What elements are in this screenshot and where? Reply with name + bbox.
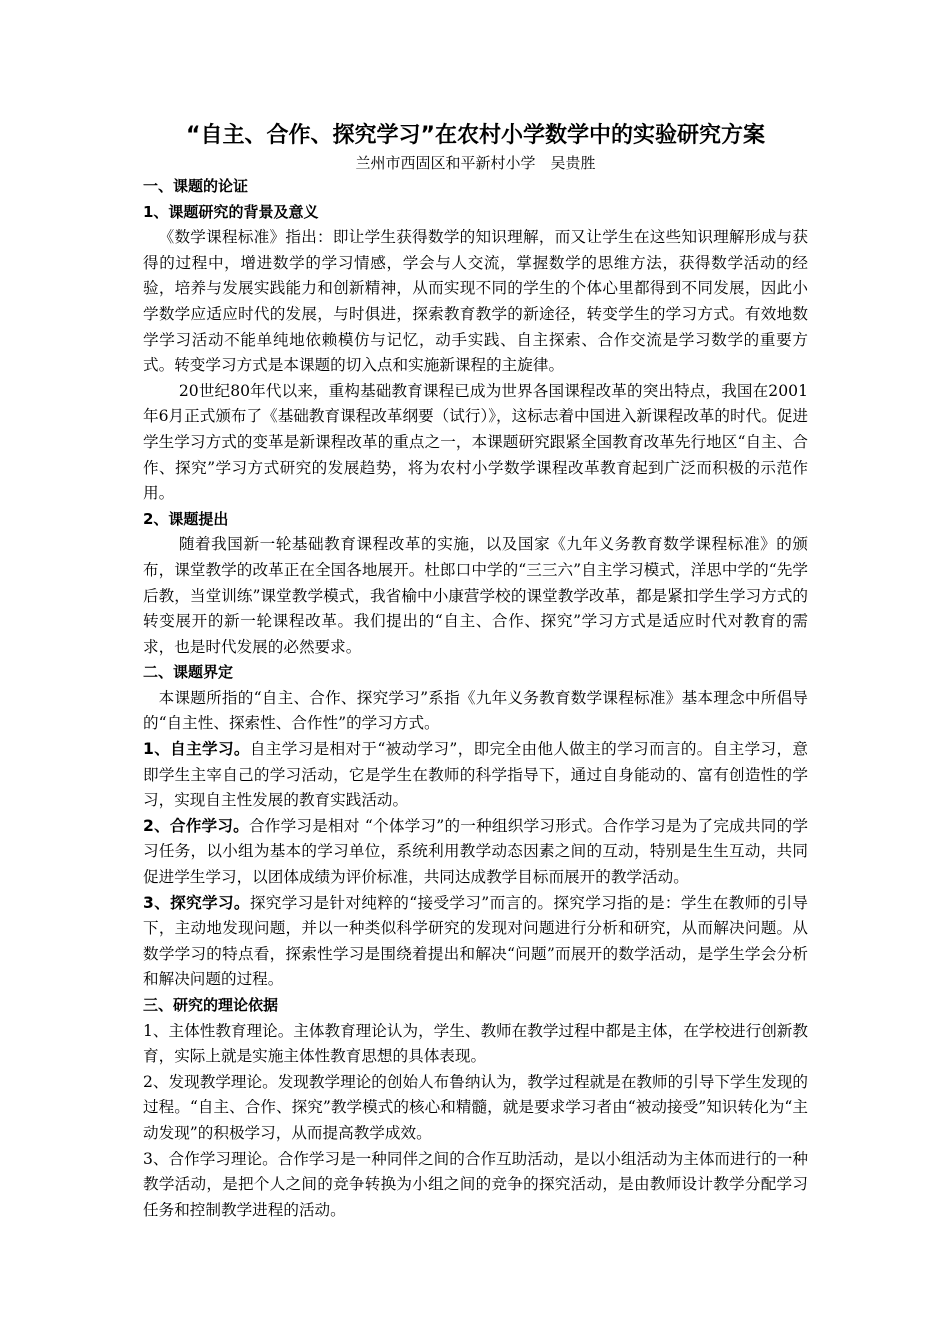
definition-item-1 (143, 737, 808, 814)
section-2-heading: 二、课题界定 (143, 663, 234, 682)
theory-item: 3、合作学习理论。合作学习是一种同伴之间的合作互助活动，是以小组活动为主体而进行的一种教学活动，是把个人之间的竞争转换为小组之间的竞争的探究活动，是由教师设计教学分配学习任务和控制教学进程的活动。 (143, 1149, 808, 1219)
definition-item-3 (143, 891, 808, 993)
theory-item: 2、发现教学理论。发现教学理论的创始人布鲁纳认为，教学过程就是在教师的引导下学生发现的过程。“自主、合作、探究”教学模式的核心和精髓，就是要求学习者由“被动接受”知识转化为“主动发现”的积极学习，从而提高教学成效。 (143, 1072, 808, 1142)
section-1-1-paragraph-2: 20世纪80年代以来，重构基础教育课程已成为世界各国课程改革的突出特点，我国在2001年6月正式颁布了《基础教育课程改革纲要（试行）》，这标志着中国进入新课程改革的时代。促进学生学习方式的变革是新课程改革的重点之一，本课题研究跟紧全国教育改革先行地区“自主、合作、探究”学习方式研究的发展趋势，将为农村小学数学课程改革教育起到广泛而积极的示范作用。 (143, 381, 808, 503)
definition-lead: 3、探究学习。 (143, 893, 250, 912)
definition-text: 自主学习是相对于“被动学习”，即完全由他人做主的学习而言的。自主学习，意即学生主宰自己的学习活动，它是学生在教师的科学指导下，通过自身能动的、富有创造性的学习，实现自主性发展的教育实践活动。 (143, 740, 808, 810)
author-byline: 兰州市西固区和平新村小学 吴贵胜 (355, 154, 596, 172)
section-2-intro: 本课题所指的“自主、合作、探究学习”系指《九年义务教育数学课程标准》基本理念中所倡导的“自主性、探索性、合作性”的学习方式。 (143, 688, 808, 733)
definition-text: 探究学习是针对纯粹的“接受学习”而言的。探究学习指的是：学生在教师的引导下，主动地发现问题，并以一种类似科学研究的发现对问题进行分析和研究，从而解决问题。从数学学习的特点看，探索性学习是围绕着提出和解决“问题”而展开的数学活动，是学生学会分析和解决问题的过程。 (143, 893, 808, 989)
section-1-2-heading: 2、课题提出 (143, 509, 229, 528)
definition-lead: 2、合作学习。 (143, 816, 249, 835)
section-3-heading: 三、研究的理论依据 (143, 996, 279, 1014)
section-1-2-paragraph-1: 随着我国新一轮基础教育课程改革的实施，以及国家《九年义务教育数学课程标准》的颁布，课堂教学的改革正在全国各地展开。杜郎口中学的“三三六”自主学习模式，洋思中学的“先学后教，当堂训练”课堂教学模式，我省榆中小康营学校的课堂教学改革，都是紧扣学生学习方式的转变展开的新一轮课程改革。我们提出的“自主、合作、探究”学习方式是适应时代对教育的需求，也是时代发展的必然要求。 (143, 535, 808, 656)
document-title: “自主、合作、探究学习”在农村小学数学中的实验研究方案 (186, 123, 765, 148)
section-1-heading: 一、课题的论证 (143, 177, 249, 195)
section-1-1-heading: 1、课题研究的背景及意义 (143, 202, 319, 221)
document-page (143, 120, 808, 1223)
section-1-1-paragraph-1: 《数学课程标准》指出：即让学生获得数学的知识理解，而又让学生在这些知识理解形成与获得的过程中，增进数学的学习情感，学会与人交流，掌握数学的思维方法，获得数学活动的经验，培养与发展实践能力和创新精神，从而实现不同的学生的个体心里都得到不同发展，因此小学数学应适应时代的发展，与时俱进，探索教育教学的新途径，转变学生的学习方式。有效地数学学习活动不能单纯地依赖模仿与记忆，动手实践、自主探索、合作交流是学习数学的重要方式。转变学习方式是本课题的切入点和实施新课程的主旋律。 (143, 228, 808, 375)
theory-item: 1、主体性教育理论。主体教育理论认为，学生、教师在教学过程中都是主体，在学校进行创新教育，实际上就是实施主体性教育思想的具体表现。 (143, 1021, 808, 1066)
definition-lead: 1、自主学习。 (143, 740, 250, 759)
definition-text: 合作学习是相对 “个体学习”的一种组织学习形式。合作学习是为了完成共同的学习任务，以小组为基本的学习单位，系统利用教学动态因素之间的互动，特别是生生互动，共同促进学生学习，以团体成绩为评价标准，共同达成教学目标而展开的教学活动。 (143, 816, 808, 887)
definition-item-2 (143, 814, 808, 891)
